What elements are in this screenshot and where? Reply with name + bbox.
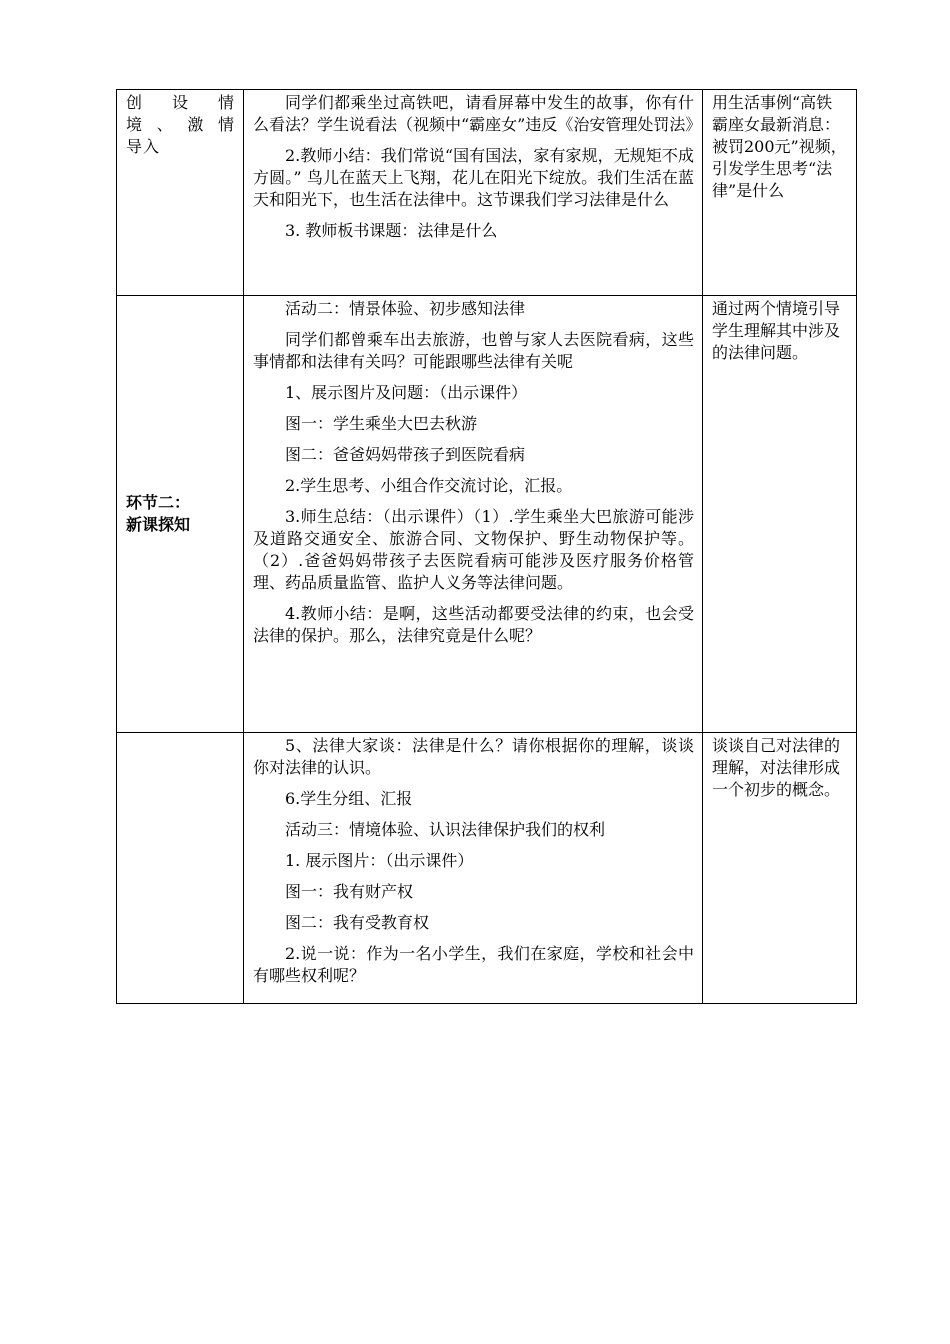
stage-line: 境 、 激 情 [126, 115, 235, 134]
note-cell [703, 90, 857, 296]
table-row [117, 296, 857, 733]
lesson-plan-table [116, 89, 857, 1004]
design-note: 谈谈自己对法律的理解，对法律形成一个初步的概念。 [712, 736, 841, 799]
paragraph: 1. 展示图片：（出示课件） [285, 851, 474, 870]
stage-line: 创 设 情 [126, 93, 235, 112]
paragraph: 图二：爸爸妈妈带孩子到医院看病 [285, 445, 526, 464]
paragraph: 3. 教师板书课题：法律是什么 [285, 221, 498, 240]
paragraph: 2.学生思考、小组合作交流讨论，汇报。 [285, 476, 573, 495]
stage-line: 导入 [126, 137, 161, 156]
paragraph: 图一：我有财产权 [285, 882, 414, 901]
paragraph: 4.教师小结：是啊，这些活动都要受法律的约束，也会受法律的保护。那么，法律究竟是什么呢？ [253, 604, 694, 645]
note-cell [703, 733, 857, 1004]
note-cell [703, 296, 857, 733]
paragraph: 活动三：情境体验、认识法律保护我们的权利 [285, 820, 606, 839]
stage-line: 环节二： [126, 493, 191, 512]
paragraph: 1、展示图片及问题：（出示课件） [285, 383, 528, 402]
table-row [117, 733, 857, 1004]
content-cell [244, 733, 703, 1004]
stage-cell [117, 733, 244, 1004]
paragraph: 图一：学生乘坐大巴去秋游 [285, 414, 478, 433]
table-row [117, 90, 857, 296]
stage-cell [117, 90, 244, 296]
content-cell [244, 296, 703, 733]
paragraph: 同学们都曾乘车出去旅游，也曾与家人去医院看病，这些事情都和法律有关吗？可能跟哪些法律有关呢 [253, 330, 694, 371]
paragraph: 3.师生总结：（出示课件）（1）.学生乘坐大巴旅游可能涉及道路交通安全、旅游合同、文物保护、野生动物保护等。（2）.爸爸妈妈带孩子去医院看病可能涉及医疗服务价格管理、药品质量监管、监护人义务等法律问题。 [253, 507, 694, 592]
paragraph: 2.说一说：作为一名小学生，我们在家庭，学校和社会中有哪些权利呢？ [253, 944, 694, 985]
design-note: 通过两个情境引导学生理解其中涉及的法律问题。 [712, 299, 841, 362]
design-note: 用生活事例“高铁霸座女最新消息：被罚200元”视频，引发学生思考“法律”是什么 [712, 93, 847, 200]
paragraph: 活动二：情景体验、初步感知法律 [285, 299, 526, 318]
content-cell [244, 90, 703, 296]
paragraph: 5、法律大家谈：法律是什么？请你根据你的理解，谈谈你对法律的认识。 [253, 736, 694, 777]
paragraph: 图二：我有受教育权 [285, 913, 430, 932]
paragraph: 6.学生分组、汇报 [285, 789, 413, 808]
paragraph: 同学们都乘坐过高铁吧，请看屏幕中发生的故事，你有什么看法？学生说看法（视频中“霸座女”违反《治安管理处罚法》 [253, 93, 702, 134]
stage-cell [117, 296, 244, 733]
stage-line: 新课探知 [126, 515, 191, 534]
paragraph: 2.教师小结：我们常说“国有国法，家有家规，无规矩不成方圆。” 鸟儿在蓝天上飞翔，花儿在阳光下绽放。我们生活在蓝天和阳光下，也生活在法律中。这节课我们学习法律是什么 [253, 146, 694, 209]
